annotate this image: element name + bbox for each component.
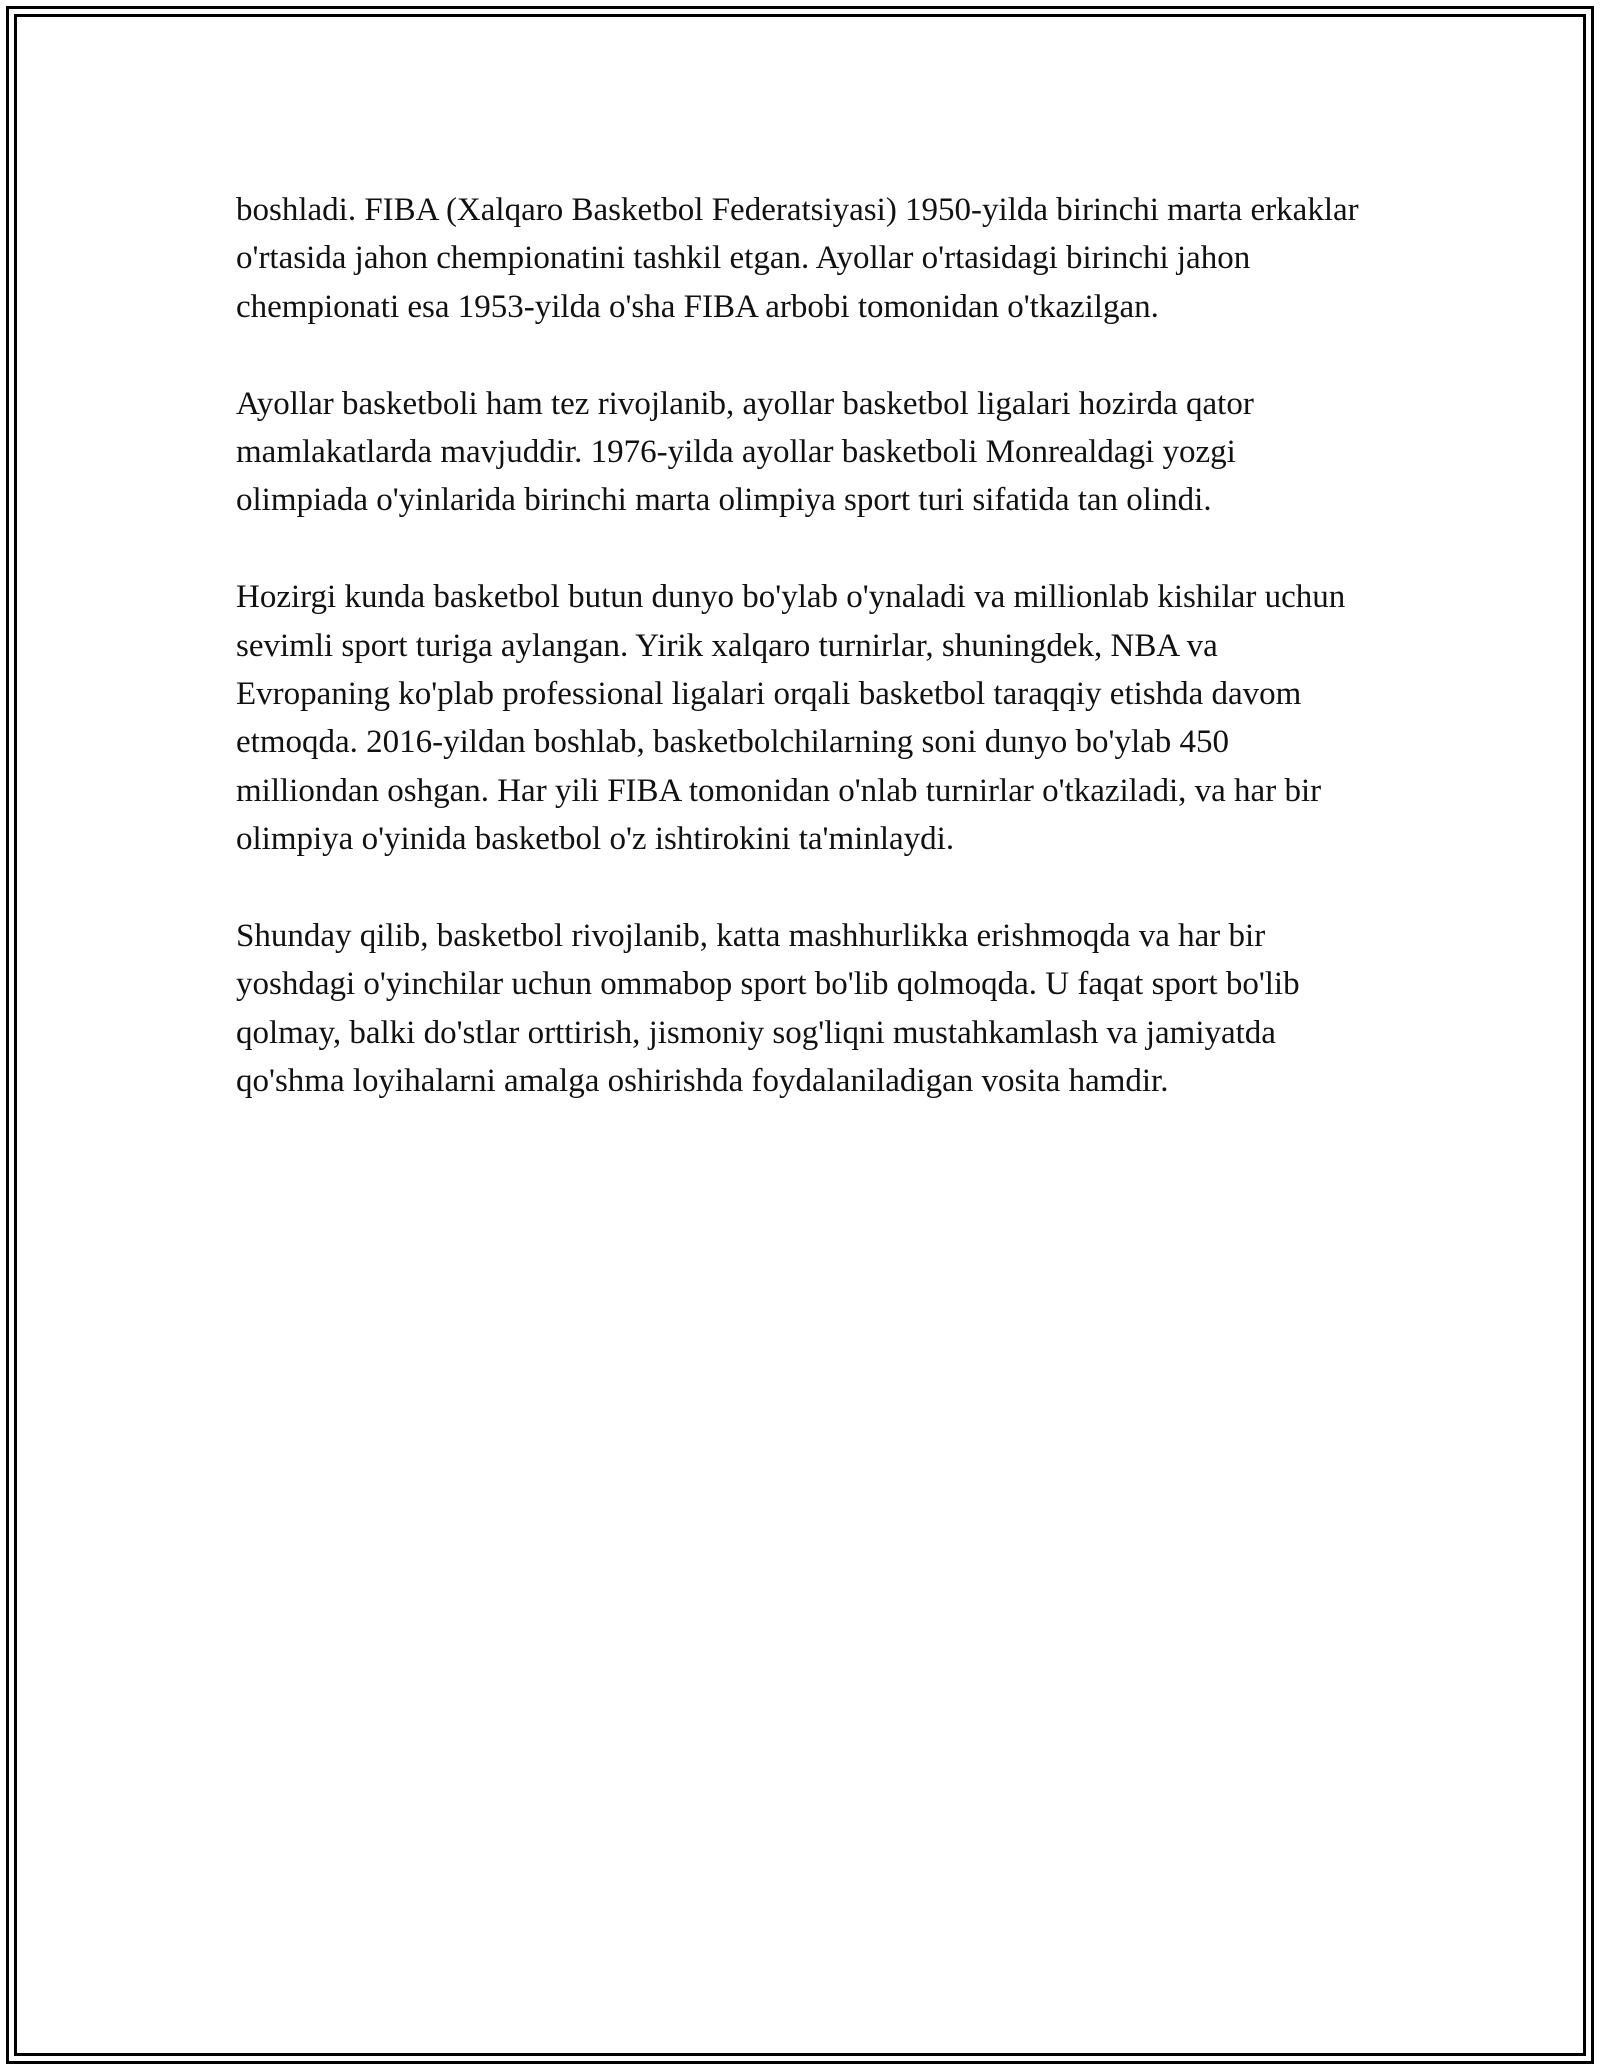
paragraph-conclusion: Shunday qilib, basketbol rivojlanib, katta mashhurlikka erishmoqda va har bir yoshdagi o'yinchilar uchun ommabop sport bo'lib qolmoqda. U faqat sport bo'lib qolmay, balki do'stlar orttirish, jismoniy sog'liqni mustahkamlash va jamiyatda qo'shma loyihalarni amalga oshirishda foydalaniladigan vosita hamdir.: [236, 918, 1300, 1100]
paragraph-modern-basketball: Hozirgi kunda basketbol butun dunyo bo'ylab o'ynaladi va millionlab kishilar uchun sevimli sport turiga aylangan. Yirik xalqaro turnirlar, shuningdek, NBA va Evropaning ko'plab professional ligalari orqali basketbol taraqqiy etishda davom etmoqda. 2016-yildan boshlab, basketbolchilarning soni dunyo bo'ylab 450 milliondan oshgan. Har yili FIBA tomonidan o'nlab turnirlar o'tkaziladi, va har bir olimpiya o'yinida basketbol o'z ishtirokini ta'minlaydi.: [236, 579, 1346, 858]
document-body: [236, 186, 1366, 1154]
paragraph-womens-basketball: Ayollar basketboli ham tez rivojlanib, ayollar basketbol ligalari hozirda qator mamlakatlarda mavjuddir. 1976-yilda ayollar basketboli Monrealdagi yozgi olimpiada o'yinlarida birinchi marta olimpiya sport turi sifatida tan olindi.: [236, 385, 1254, 519]
paragraph-fiba-championships: boshladi. FIBA (Xalqaro Basketbol Federatsiyasi) 1950-yilda birinchi marta erkaklar o'rtasida jahon chempionatini tashkil etgan. Ayollar o'rtasidagi birinchi jahon chempionati esa 1953-yilda o'sha FIBA arbobi tomonidan o'tkazilgan.: [236, 192, 1359, 325]
